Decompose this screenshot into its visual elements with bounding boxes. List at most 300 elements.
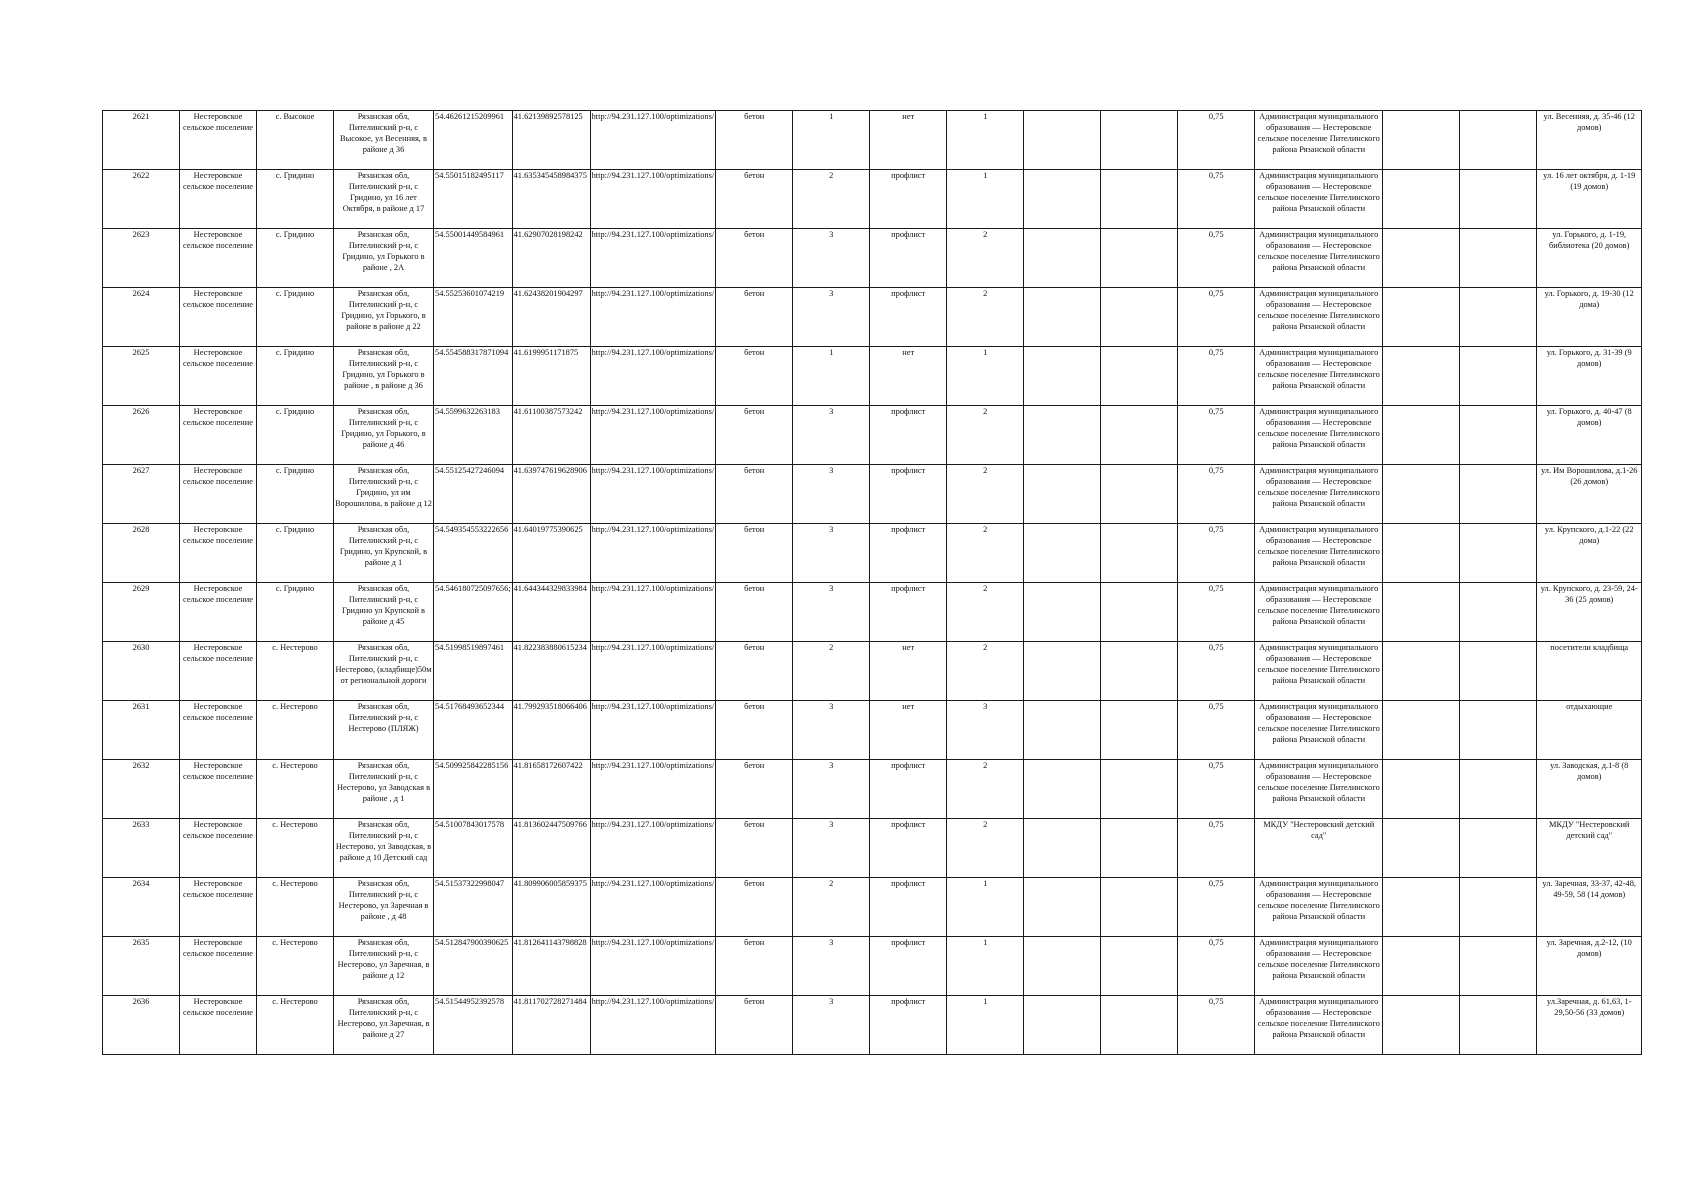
- cell-settlement: Нестеровское сельское поселение: [180, 937, 257, 996]
- cell-lon: 41.644344329833984: [512, 583, 590, 642]
- cell-lat: 54.512847900390625: [434, 937, 513, 996]
- cell-lon: 41.6199951171875: [512, 347, 590, 406]
- cell-row-number: 2628: [103, 524, 180, 583]
- cell-lon: 41.809906005859375: [512, 878, 590, 937]
- cell-container-count: 1: [947, 347, 1024, 406]
- table-row: [103, 406, 1642, 465]
- cell-surface: бетон: [716, 111, 793, 170]
- cell-locality: с. Нестерово: [257, 701, 334, 760]
- cell-lon: 41.639747619628906: [512, 465, 590, 524]
- cell-owner: Администрация муниципального образования — Нестеровское сельское поселение Пителинского района Рязанской области: [1255, 229, 1383, 288]
- cell-address: Рязанская обл, Пителинский р-н, с Нестерово, ул Заводская в районе , д 1: [334, 760, 434, 819]
- cell-owner: Администрация муниципального образования — Нестеровское сельское поселение Пителинского района Рязанской области: [1255, 878, 1383, 937]
- cell-address: Рязанская обл, Пителинский р-н, с Нестерово (ПЛЯЖ): [334, 701, 434, 760]
- cell-empty-3: [1383, 524, 1460, 583]
- cell-empty-1: [1024, 229, 1101, 288]
- cell-lat: 54.55253601074219: [434, 288, 513, 347]
- cell-row-number: 2633: [103, 819, 180, 878]
- cell-row-number: 2626: [103, 406, 180, 465]
- cell-url: http://94.231.127.100/optimizations/: [590, 760, 716, 819]
- cell-empty-2: [1101, 347, 1178, 406]
- cell-area-count: 3: [793, 996, 870, 1055]
- cell-volume: 0,75: [1178, 347, 1255, 406]
- cell-settlement: Нестеровское сельское поселение: [180, 583, 257, 642]
- cell-area-count: 3: [793, 760, 870, 819]
- cell-volume: 0,75: [1178, 701, 1255, 760]
- cell-fence: нет: [870, 347, 947, 406]
- cell-volume: 0,75: [1178, 170, 1255, 229]
- cell-sources: ул. Заводская, д.1-8 (8 домов): [1537, 760, 1642, 819]
- cell-empty-3: [1383, 760, 1460, 819]
- cell-empty-2: [1101, 878, 1178, 937]
- table-row: [103, 937, 1642, 996]
- cell-lon: 41.62139892578125: [512, 111, 590, 170]
- cell-url: http://94.231.127.100/optimizations/: [590, 288, 716, 347]
- cell-container-count: 2: [947, 524, 1024, 583]
- cell-url: http://94.231.127.100/optimizations/: [590, 524, 716, 583]
- cell-address: Рязанская обл, Пителинский р-н, с Гридино ул Крупской в районе д 45: [334, 583, 434, 642]
- cell-area-count: 3: [793, 701, 870, 760]
- cell-owner: Администрация муниципального образования — Нестеровское сельское поселение Пителинского района Рязанской области: [1255, 288, 1383, 347]
- cell-locality: с. Гридино: [257, 229, 334, 288]
- cell-locality: с. Гридино: [257, 347, 334, 406]
- cell-lat: 54.51537322998047: [434, 878, 513, 937]
- cell-empty-2: [1101, 406, 1178, 465]
- cell-surface: бетон: [716, 288, 793, 347]
- cell-area-count: 2: [793, 170, 870, 229]
- cell-settlement: Нестеровское сельское поселение: [180, 465, 257, 524]
- cell-empty-2: [1101, 288, 1178, 347]
- cell-area-count: 3: [793, 406, 870, 465]
- cell-surface: бетон: [716, 996, 793, 1055]
- cell-owner: Администрация муниципального образования — Нестеровское сельское поселение Пителинского района Рязанской области: [1255, 111, 1383, 170]
- cell-url: http://94.231.127.100/optimizations/: [590, 347, 716, 406]
- cell-settlement: Нестеровское сельское поселение: [180, 347, 257, 406]
- cell-url: http://94.231.127.100/optimizations/: [590, 406, 716, 465]
- cell-sources: ул. Горького, д. 1-19, библиотека (20 домов): [1537, 229, 1642, 288]
- cell-locality: с. Нестерово: [257, 996, 334, 1055]
- cell-settlement: Нестеровское сельское поселение: [180, 111, 257, 170]
- cell-area-count: 3: [793, 583, 870, 642]
- table-row: [103, 524, 1642, 583]
- cell-volume: 0,75: [1178, 878, 1255, 937]
- cell-volume: 0,75: [1178, 937, 1255, 996]
- cell-empty-2: [1101, 583, 1178, 642]
- cell-empty-4: [1460, 524, 1537, 583]
- cell-empty-1: [1024, 701, 1101, 760]
- cell-empty-4: [1460, 229, 1537, 288]
- cell-empty-3: [1383, 111, 1460, 170]
- cell-empty-4: [1460, 642, 1537, 701]
- cell-empty-2: [1101, 642, 1178, 701]
- cell-sources: ул. Горького, д. 40-47 (8 домов): [1537, 406, 1642, 465]
- cell-owner: Администрация муниципального образования — Нестеровское сельское поселение Пителинского района Рязанской области: [1255, 760, 1383, 819]
- table-row: [103, 819, 1642, 878]
- cell-area-count: 3: [793, 288, 870, 347]
- cell-surface: бетон: [716, 406, 793, 465]
- cell-surface: бетон: [716, 937, 793, 996]
- cell-container-count: 1: [947, 170, 1024, 229]
- cell-empty-3: [1383, 170, 1460, 229]
- cell-empty-3: [1383, 878, 1460, 937]
- cell-row-number: 2631: [103, 701, 180, 760]
- cell-area-count: 3: [793, 937, 870, 996]
- cell-container-count: 2: [947, 819, 1024, 878]
- cell-container-count: 2: [947, 288, 1024, 347]
- cell-empty-3: [1383, 347, 1460, 406]
- cell-fence: профлист: [870, 524, 947, 583]
- cell-empty-1: [1024, 583, 1101, 642]
- cell-settlement: Нестеровское сельское поселение: [180, 701, 257, 760]
- cell-url: http://94.231.127.100/optimizations/: [590, 937, 716, 996]
- cell-locality: с. Нестерово: [257, 642, 334, 701]
- cell-row-number: 2629: [103, 583, 180, 642]
- cell-container-count: 2: [947, 229, 1024, 288]
- cell-lon: 41.813602447509766: [512, 819, 590, 878]
- cell-sources: ул. Крупского, д. 23-59, 24-36 (25 домов): [1537, 583, 1642, 642]
- cell-lon: 41.62907028198242: [512, 229, 590, 288]
- cell-address: Рязанская обл, Пителинский р-н, с Гридино, ул Горького в районе , в районе д 36: [334, 347, 434, 406]
- table-row: [103, 347, 1642, 406]
- cell-lon: 41.811702728271484: [512, 996, 590, 1055]
- cell-surface: бетон: [716, 465, 793, 524]
- cell-lon: 41.799293518066406: [512, 701, 590, 760]
- cell-empty-4: [1460, 170, 1537, 229]
- cell-locality: с. Гридино: [257, 583, 334, 642]
- cell-area-count: 2: [793, 642, 870, 701]
- cell-empty-4: [1460, 347, 1537, 406]
- cell-lat: 54.51544952392578: [434, 996, 513, 1055]
- cell-address: Рязанская обл, Пителинский р-н, с Нестерово, (кладбище)50м от региональной дороги: [334, 642, 434, 701]
- cell-empty-2: [1101, 701, 1178, 760]
- cell-empty-1: [1024, 878, 1101, 937]
- table-row: [103, 642, 1642, 701]
- cell-empty-4: [1460, 406, 1537, 465]
- cell-owner: Администрация муниципального образования — Нестеровское сельское поселение Пителинского района Рязанской области: [1255, 465, 1383, 524]
- cell-url: http://94.231.127.100/optimizations/: [590, 819, 716, 878]
- cell-fence: профлист: [870, 583, 947, 642]
- cell-volume: 0,75: [1178, 583, 1255, 642]
- cell-settlement: Нестеровское сельское поселение: [180, 170, 257, 229]
- table-body: [103, 111, 1642, 1055]
- cell-locality: с. Нестерово: [257, 937, 334, 996]
- cell-locality: с. Гридино: [257, 170, 334, 229]
- cell-fence: нет: [870, 701, 947, 760]
- cell-empty-2: [1101, 465, 1178, 524]
- cell-container-count: 1: [947, 996, 1024, 1055]
- cell-settlement: Нестеровское сельское поселение: [180, 819, 257, 878]
- cell-owner: Администрация муниципального образования — Нестеровское сельское поселение Пителинского района Рязанской области: [1255, 406, 1383, 465]
- cell-empty-3: [1383, 406, 1460, 465]
- cell-owner: Администрация муниципального образования — Нестеровское сельское поселение Пителинского района Рязанской области: [1255, 701, 1383, 760]
- cell-sources: ул. Заречная, д.2-12, (10 домов): [1537, 937, 1642, 996]
- cell-sources: посетители кладбища: [1537, 642, 1642, 701]
- cell-lon: 41.61100387573242: [512, 406, 590, 465]
- cell-address: Рязанская обл, Пителинский р-н, с Гридино, ул 16 лет Октября, в районе д 17: [334, 170, 434, 229]
- cell-container-count: 1: [947, 878, 1024, 937]
- cell-empty-4: [1460, 878, 1537, 937]
- cell-surface: бетон: [716, 583, 793, 642]
- cell-fence: профлист: [870, 229, 947, 288]
- cell-owner: Администрация муниципального образования — Нестеровское сельское поселение Пителинского района Рязанской области: [1255, 170, 1383, 229]
- cell-volume: 0,75: [1178, 111, 1255, 170]
- cell-locality: с. Нестерово: [257, 819, 334, 878]
- cell-area-count: 3: [793, 819, 870, 878]
- cell-row-number: 2622: [103, 170, 180, 229]
- cell-fence: профлист: [870, 406, 947, 465]
- cell-empty-1: [1024, 465, 1101, 524]
- cell-area-count: 1: [793, 347, 870, 406]
- cell-row-number: 2624: [103, 288, 180, 347]
- cell-fence: профлист: [870, 819, 947, 878]
- cell-locality: с. Нестерово: [257, 878, 334, 937]
- cell-empty-3: [1383, 996, 1460, 1055]
- cell-lon: 41.64019775390625: [512, 524, 590, 583]
- cell-url: http://94.231.127.100/optimizations/: [590, 465, 716, 524]
- table-row: [103, 701, 1642, 760]
- cell-empty-4: [1460, 996, 1537, 1055]
- cell-empty-4: [1460, 937, 1537, 996]
- table-row: [103, 170, 1642, 229]
- cell-settlement: Нестеровское сельское поселение: [180, 288, 257, 347]
- cell-empty-3: [1383, 583, 1460, 642]
- cell-lon: 41.812641143798828: [512, 937, 590, 996]
- cell-lon: 41.62438201904297: [512, 288, 590, 347]
- cell-empty-1: [1024, 819, 1101, 878]
- cell-sources: ул. 16 лет октября, д. 1-19 (19 домов): [1537, 170, 1642, 229]
- cell-surface: бетон: [716, 878, 793, 937]
- cell-empty-3: [1383, 229, 1460, 288]
- cell-surface: бетон: [716, 819, 793, 878]
- cell-surface: бетон: [716, 170, 793, 229]
- cell-address: Рязанская обл, Пителинский р-н, с Гридино, ул Крупской, в районе д 1: [334, 524, 434, 583]
- cell-settlement: Нестеровское сельское поселение: [180, 642, 257, 701]
- cell-sources: отдыхающие: [1537, 701, 1642, 760]
- cell-fence: профлист: [870, 937, 947, 996]
- cell-url: http://94.231.127.100/optimizations/: [590, 701, 716, 760]
- cell-sources: ул. Крупского, д.1-22 (22 дома): [1537, 524, 1642, 583]
- table-row: [103, 229, 1642, 288]
- cell-container-count: 1: [947, 937, 1024, 996]
- cell-address: Рязанская обл, Пителинский р-н, с Гридино, ул им Ворошилова, в районе д 12: [334, 465, 434, 524]
- cell-volume: 0,75: [1178, 996, 1255, 1055]
- table-row: [103, 760, 1642, 819]
- cell-fence: нет: [870, 111, 947, 170]
- cell-address: Рязанская обл, Пителинский р-н, с Высокое, ул Весенняя, в районе д 36: [334, 111, 434, 170]
- cell-lat: 54.55001449584961: [434, 229, 513, 288]
- cell-owner: Администрация муниципального образования — Нестеровское сельское поселение Пителинского района Рязанской области: [1255, 583, 1383, 642]
- cell-address: Рязанская обл, Пителинский р-н, с Гридино, ул Горького, в районе в районе д 22: [334, 288, 434, 347]
- cell-surface: бетон: [716, 347, 793, 406]
- cell-locality: с. Гридино: [257, 406, 334, 465]
- cell-empty-3: [1383, 288, 1460, 347]
- cell-row-number: 2635: [103, 937, 180, 996]
- cell-empty-4: [1460, 760, 1537, 819]
- cell-url: http://94.231.127.100/optimizations/: [590, 111, 716, 170]
- cell-lat: 54.5599632263183: [434, 406, 513, 465]
- cell-empty-1: [1024, 760, 1101, 819]
- cell-empty-1: [1024, 524, 1101, 583]
- cell-settlement: Нестеровское сельское поселение: [180, 760, 257, 819]
- cell-sources: ул. Им Ворошилова, д.1-26 (26 домов): [1537, 465, 1642, 524]
- cell-settlement: Нестеровское сельское поселение: [180, 878, 257, 937]
- table-row: [103, 465, 1642, 524]
- table-row: [103, 996, 1642, 1055]
- cell-lat: 54.51998519897461: [434, 642, 513, 701]
- cell-lat: 54.55125427246094: [434, 465, 513, 524]
- cell-empty-1: [1024, 937, 1101, 996]
- cell-url: http://94.231.127.100/optimizations/: [590, 583, 716, 642]
- cell-empty-1: [1024, 288, 1101, 347]
- cell-area-count: 3: [793, 465, 870, 524]
- cell-address: Рязанская обл, Пителинский р-н, с Нестерово, ул Заречная, в районе д 27: [334, 996, 434, 1055]
- cell-row-number: 2627: [103, 465, 180, 524]
- cell-lon: 41.81658172607422: [512, 760, 590, 819]
- cell-empty-1: [1024, 170, 1101, 229]
- cell-lon: 41.635345458984375: [512, 170, 590, 229]
- cell-empty-2: [1101, 937, 1178, 996]
- cell-owner: Администрация муниципального образования — Нестеровское сельское поселение Пителинского района Рязанской области: [1255, 524, 1383, 583]
- table-row: [103, 583, 1642, 642]
- cell-empty-2: [1101, 111, 1178, 170]
- cell-empty-1: [1024, 111, 1101, 170]
- cell-empty-4: [1460, 465, 1537, 524]
- cell-fence: профлист: [870, 170, 947, 229]
- cell-lat: 54.509925842285156: [434, 760, 513, 819]
- cell-empty-4: [1460, 288, 1537, 347]
- cell-locality: с. Гридино: [257, 465, 334, 524]
- cell-area-count: 3: [793, 524, 870, 583]
- cell-url: http://94.231.127.100/optimizations/: [590, 642, 716, 701]
- cell-volume: 0,75: [1178, 465, 1255, 524]
- cell-surface: бетон: [716, 229, 793, 288]
- cell-empty-3: [1383, 701, 1460, 760]
- cell-empty-3: [1383, 937, 1460, 996]
- cell-fence: профлист: [870, 760, 947, 819]
- cell-lat: 54.554588317871094: [434, 347, 513, 406]
- cell-empty-2: [1101, 819, 1178, 878]
- cell-empty-4: [1460, 819, 1537, 878]
- cell-container-count: 2: [947, 642, 1024, 701]
- cell-empty-4: [1460, 583, 1537, 642]
- cell-row-number: 2636: [103, 996, 180, 1055]
- cell-sources: ул. Горького, д. 31-39 (9 домов): [1537, 347, 1642, 406]
- cell-volume: 0,75: [1178, 288, 1255, 347]
- cell-empty-1: [1024, 996, 1101, 1055]
- cell-empty-3: [1383, 465, 1460, 524]
- cell-url: http://94.231.127.100/optimizations/: [590, 229, 716, 288]
- cell-area-count: 1: [793, 111, 870, 170]
- cell-volume: 0,75: [1178, 642, 1255, 701]
- cell-empty-2: [1101, 229, 1178, 288]
- cell-row-number: 2623: [103, 229, 180, 288]
- cell-lat: 54.51768493652344: [434, 701, 513, 760]
- cell-surface: бетон: [716, 524, 793, 583]
- cell-surface: бетон: [716, 642, 793, 701]
- cell-locality: с. Гридино: [257, 524, 334, 583]
- cell-sources: ул. Горького, д. 19-30 (12 дома): [1537, 288, 1642, 347]
- cell-row-number: 2634: [103, 878, 180, 937]
- cell-fence: профлист: [870, 878, 947, 937]
- cell-volume: 0,75: [1178, 229, 1255, 288]
- cell-sources: МКДУ "Нестеровский детский сад": [1537, 819, 1642, 878]
- cell-settlement: Нестеровское сельское поселение: [180, 406, 257, 465]
- cell-owner: Администрация муниципального образования — Нестеровское сельское поселение Пителинского района Рязанской области: [1255, 347, 1383, 406]
- cell-empty-4: [1460, 111, 1537, 170]
- cell-row-number: 2630: [103, 642, 180, 701]
- cell-empty-4: [1460, 701, 1537, 760]
- cell-empty-2: [1101, 524, 1178, 583]
- cell-row-number: 2621: [103, 111, 180, 170]
- cell-locality: с. Высокое: [257, 111, 334, 170]
- cell-lat: 54.55015182495117: [434, 170, 513, 229]
- cell-empty-3: [1383, 819, 1460, 878]
- cell-owner: МКДУ "Нестеровский детский сад": [1255, 819, 1383, 878]
- cell-address: Рязанская обл, Пителинский р-н, с Гридино, ул Горького в районе , 2А: [334, 229, 434, 288]
- cell-empty-2: [1101, 996, 1178, 1055]
- cell-address: Рязанская обл, Пителинский р-н, с Нестерово, ул Заречная в районе , д 48: [334, 878, 434, 937]
- cell-url: http://94.231.127.100/optimizations/: [590, 996, 716, 1055]
- cell-fence: профлист: [870, 465, 947, 524]
- cell-volume: 0,75: [1178, 524, 1255, 583]
- cell-url: http://94.231.127.100/optimizations/: [590, 878, 716, 937]
- cell-container-count: 3: [947, 701, 1024, 760]
- cell-settlement: Нестеровское сельское поселение: [180, 229, 257, 288]
- table-row: [103, 111, 1642, 170]
- cell-empty-2: [1101, 170, 1178, 229]
- cell-address: Рязанская обл, Пителинский р-н, с Нестерово, ул Заводская, в районе д 10 Детский сад: [334, 819, 434, 878]
- cell-url: http://94.231.127.100/optimizations/: [590, 170, 716, 229]
- cell-owner: Администрация муниципального образования — Нестеровское сельское поселение Пителинского района Рязанской области: [1255, 996, 1383, 1055]
- cell-row-number: 2632: [103, 760, 180, 819]
- cell-lat: 54.51007843017578: [434, 819, 513, 878]
- cell-lat: 54.546180725097656;: [434, 583, 513, 642]
- table-row: [103, 288, 1642, 347]
- cell-settlement: Нестеровское сельское поселение: [180, 996, 257, 1055]
- cell-container-count: 2: [947, 406, 1024, 465]
- cell-volume: 0,75: [1178, 406, 1255, 465]
- cell-volume: 0,75: [1178, 760, 1255, 819]
- cell-lat: 54.46261215209961: [434, 111, 513, 170]
- cell-volume: 0,75: [1178, 819, 1255, 878]
- cell-empty-1: [1024, 347, 1101, 406]
- cell-locality: с. Нестерово: [257, 760, 334, 819]
- cell-fence: нет: [870, 642, 947, 701]
- cell-address: Рязанская обл, Пителинский р-н, с Нестерово, ул Заречная, в районе д 12: [334, 937, 434, 996]
- cell-sources: ул.Заречная, д. 61,63, 1-29,50-56 (33 домов): [1537, 996, 1642, 1055]
- cell-empty-2: [1101, 760, 1178, 819]
- cell-empty-3: [1383, 642, 1460, 701]
- cell-area-count: 2: [793, 878, 870, 937]
- cell-container-count: 2: [947, 583, 1024, 642]
- cell-sources: ул. Весенняя, д. 35-46 (12 домов): [1537, 111, 1642, 170]
- cell-surface: бетон: [716, 760, 793, 819]
- cell-fence: профлист: [870, 288, 947, 347]
- table-row: [103, 878, 1642, 937]
- cell-empty-1: [1024, 406, 1101, 465]
- cell-owner: Администрация муниципального образования — Нестеровское сельское поселение Пителинского района Рязанской области: [1255, 937, 1383, 996]
- cell-area-count: 3: [793, 229, 870, 288]
- cell-row-number: 2625: [103, 347, 180, 406]
- cell-settlement: Нестеровское сельское поселение: [180, 524, 257, 583]
- cell-container-count: 2: [947, 760, 1024, 819]
- container-sites-table: [102, 110, 1642, 1055]
- cell-sources: ул. Заречная, 33-37, 42-48, 49-59, 58 (14 домов): [1537, 878, 1642, 937]
- cell-surface: бетон: [716, 701, 793, 760]
- cell-owner: Администрация муниципального образования — Нестеровское сельское поселение Пителинского района Рязанской области: [1255, 642, 1383, 701]
- cell-container-count: 2: [947, 465, 1024, 524]
- cell-address: Рязанская обл, Пителинский р-н, с Гридино, ул Горького, в районе д 46: [334, 406, 434, 465]
